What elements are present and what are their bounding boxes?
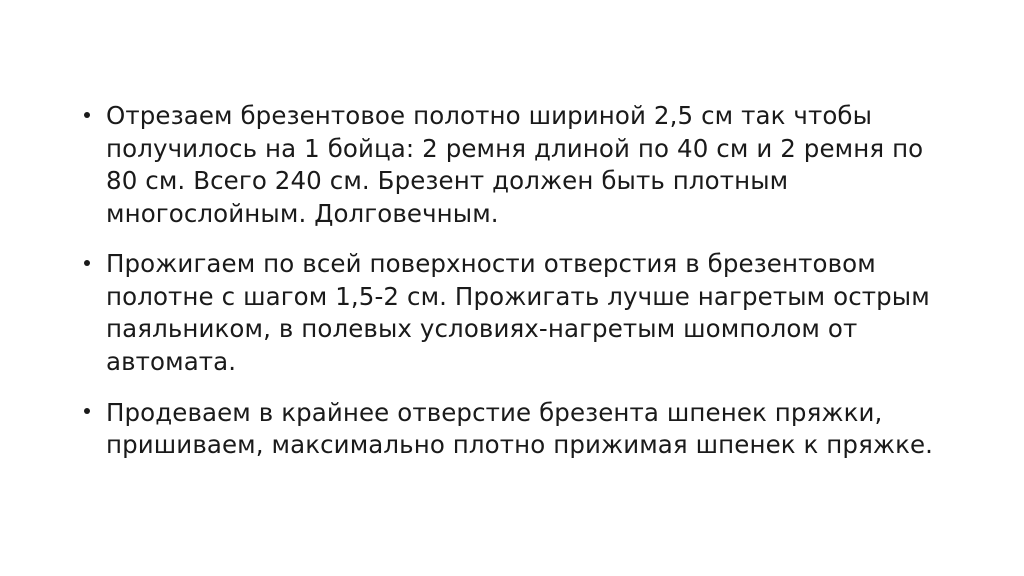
list-item	[78, 100, 956, 230]
bullet-text: Прожигаем по всей поверхности отверстия в брезентовом полотне с шагом 1,5-2 см. Прожигать лучше нагретым острым паяльником, в полевых условиях-нагретым шомполом от автомата.	[106, 249, 930, 377]
bullet-text: Продеваем в крайнее отверстие брезента шпенек пряжки, пришиваем, максимально плотно прижимая шпенек к пряжке.	[106, 397, 934, 460]
bullet-list	[78, 100, 956, 462]
bullet-dot-icon	[84, 112, 90, 118]
content-placeholder	[78, 100, 956, 462]
list-item	[78, 248, 956, 378]
bullet-dot-icon	[84, 408, 90, 414]
bullet-dot-icon	[84, 260, 90, 266]
list-item	[78, 397, 956, 462]
bullet-text: Отрезаем брезентовое полотно шириной 2,5 см так чтобы получилось на 1 бойца: 2 ремня длиной по 40 см и 2 ремня по 80 см. Всего 240 см. Брезент должен быть плотным многослойным. Долговечным.	[106, 101, 924, 228]
